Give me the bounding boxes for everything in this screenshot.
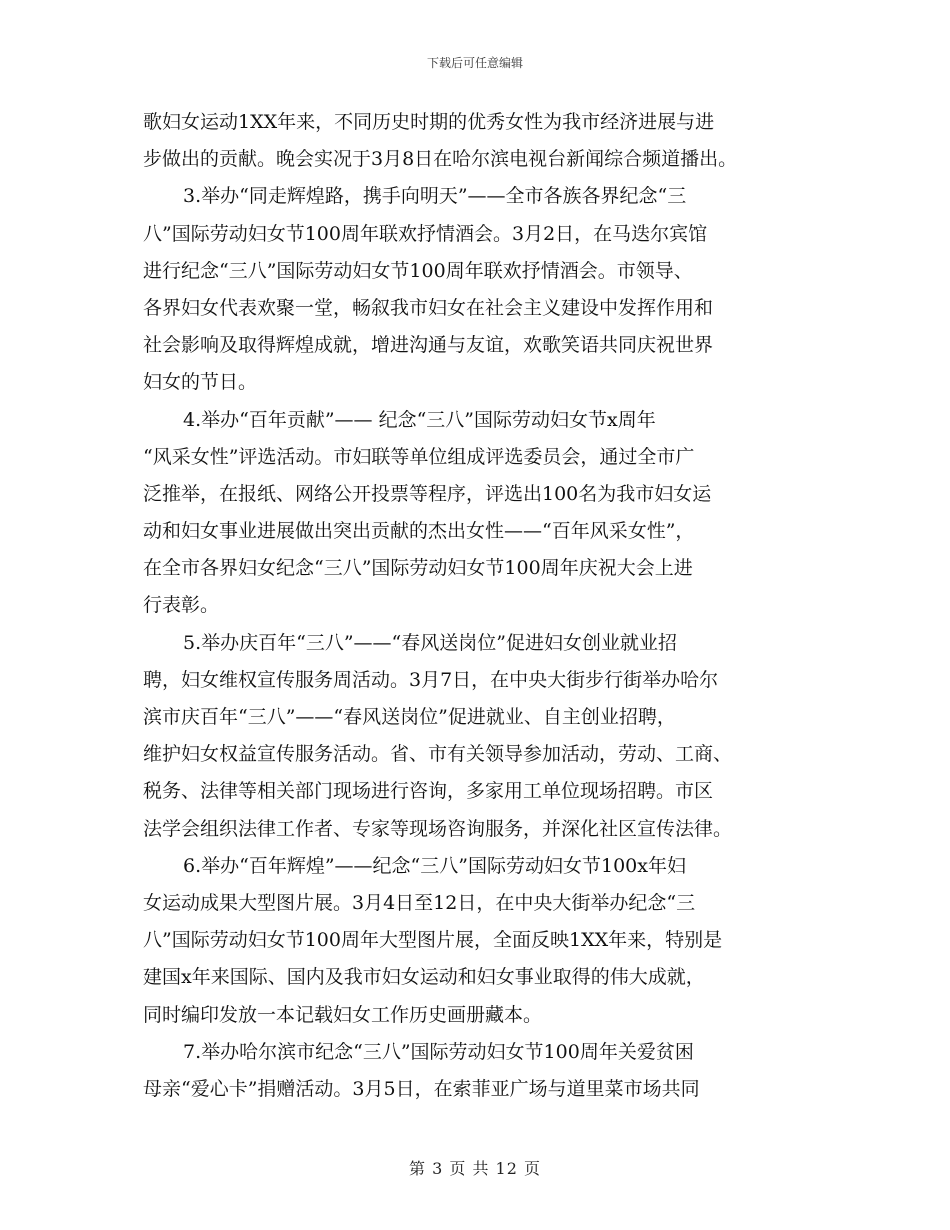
body-line: 法学会组织法律工作者、专家等现场咨询服务，并深化社区宣传法律。 [143,817,733,840]
body-line: 歌妇女运动1XX年来，不同历史时期的优秀女性为我市经济进展与进 [143,111,715,133]
body-line: 3.举办“同走辉煌路，携手向明天”——全市各族各界纪念“三 [183,185,687,208]
body-line: 聘，妇女维权宣传服务周活动。3月7日，在中央大街步行街举办哈尔 [143,668,719,691]
body-line: 社会影响及取得辉煌成就，增进沟通与友谊，欢歌笑语共同庆祝世界 [143,334,714,357]
body-line: 八”国际劳动妇女节100周年大型图片展，全面反映1XX年来，特别是 [143,929,723,952]
body-line: 母亲“爱心卡”捐赠活动。3月5日，在索菲亚广场与道里菜市场共同 [143,1077,700,1100]
body-line: 建国x年来国际、国内及我市妇女运动和妇女事业取得的伟大成就， [143,966,705,989]
body-line: “风采女性”评选活动。市妇联等单位组成评选委员会，通过全市广 [143,445,695,468]
body-line: 各界妇女代表欢聚一堂，畅叙我市妇女在社会主义建设中发挥作用和 [143,296,714,319]
body-line: 4.举办“百年贡献”—— 纪念“三八”国际劳动妇女节x周年 [183,408,656,431]
body-line: 女运动成果大型图片展。3月4日至12日，在中央大街举办纪念“三 [143,891,696,914]
body-line: 行表彰。 [143,594,220,617]
body-line: 动和妇女事业进展做出突出贡献的杰出女性——“百年风采女性”， [143,520,695,543]
body-line: 维护妇女权益宣传服务活动。省、市有关领导参加活动，劳动、工商、 [143,743,733,766]
body-line: 在全市各界妇女纪念“三八”国际劳动妇女节100周年庆祝大会上进 [143,557,693,580]
body-line: 7.举办哈尔滨市纪念“三八”国际劳动妇女节100周年关爱贫困 [183,1040,694,1063]
body-line: 6.举办“百年辉煌”——纪念“三八”国际劳动妇女节100x年妇 [183,854,686,877]
body-line: 泛推举，在报纸、网络公开投票等程序，评选出100名为我市妇女运 [143,482,712,505]
document-body [143,104,815,1108]
body-line: 步做出的贡献。晚会实况于3月8日在哈尔滨电视台新闻综合频道播出。 [143,148,738,171]
body-line: 妇女的节日。 [143,371,258,394]
body-line: 同时编印发放一本记载妇女工作历史画册藏本。 [143,1003,543,1026]
body-line: 进行纪念“三八”国际劳动妇女节100周年联欢抒情酒会。市领导、 [143,259,693,282]
body-line: 税务、法律等相关部门现场进行咨询，多家用工单位现场招聘。市区 [143,780,714,803]
page-footer: 第 3 页 共 12 页 [409,1159,541,1178]
body-line: 5.举办庆百年“三八”——“春风送岗位”促进妇女创业就业招 [183,631,677,654]
body-line: 八”国际劳动妇女节100周年联欢抒情酒会。3月2日，在马迭尔宾馆 [143,222,708,245]
body-line: 滨市庆百年“三八”——“春风送岗位”促进就业、自主创业招聘， [143,706,676,728]
page-header: 下载后可任意编辑 [426,56,523,70]
